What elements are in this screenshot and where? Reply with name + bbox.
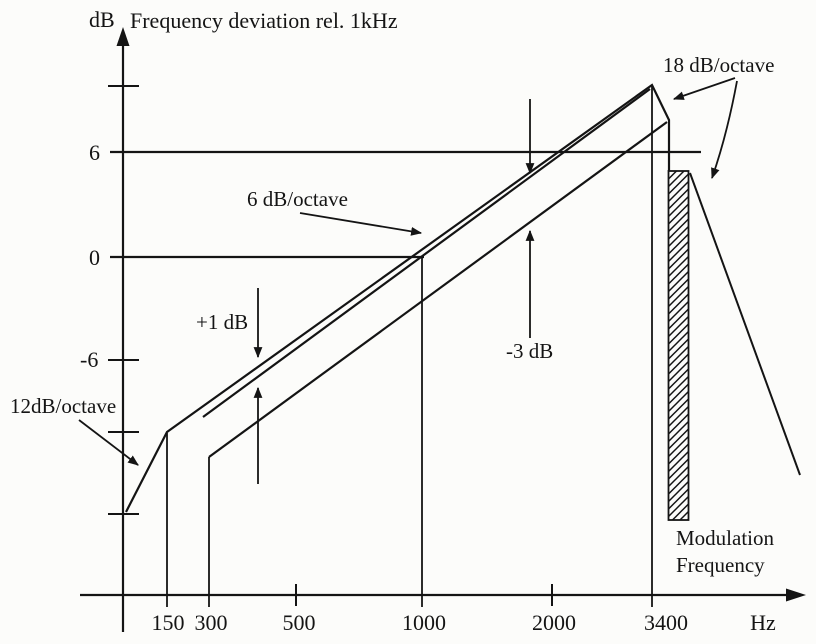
- x-tick-label-3400: 3400: [644, 610, 688, 635]
- octave12-label: 12dB/octave: [10, 394, 117, 418]
- tolerance-minus3-label: -3 dB: [506, 339, 554, 363]
- x-tick-label-500: 500: [282, 610, 316, 635]
- upper-limit-line: [126, 85, 669, 512]
- modulation-frequency-label-line2: Frequency: [676, 553, 765, 577]
- y-axis-unit-label: dB: [89, 7, 115, 32]
- chart-title: Frequency deviation rel. 1kHz: [130, 8, 398, 33]
- y-tick-label-0: 0: [89, 245, 100, 270]
- octave12-arrow-icon: [79, 420, 138, 465]
- octave6-label: 6 dB/octave: [247, 187, 348, 211]
- rolloff-line: [690, 173, 800, 475]
- y-axis: [117, 27, 130, 632]
- y-axis-arrow-icon: [117, 27, 130, 46]
- frequency-verticals: [167, 85, 652, 607]
- modulation-frequency-label-line1: Modulation: [676, 526, 774, 550]
- nominal-line: [203, 89, 650, 417]
- x-axis-unit-label: Hz: [750, 610, 776, 635]
- y-tick-label-6: 6: [89, 140, 100, 165]
- lower-limit-line: [209, 122, 667, 457]
- tolerance-plus1-label: +1 dB: [196, 310, 249, 334]
- octave18-arrow2-icon: [712, 81, 737, 178]
- x-tick-label-300: 300: [194, 610, 228, 635]
- x-tick-label-150: 150: [151, 610, 185, 635]
- mask-curves: [126, 85, 669, 512]
- x-tick-label-1000: 1000: [402, 610, 446, 635]
- band-edge-hatched-bar: [669, 171, 689, 520]
- y-tick-label-minus6: -6: [80, 347, 99, 372]
- x-tick-label-2000: 2000: [532, 610, 576, 635]
- x-axis: [80, 589, 806, 602]
- reference-lines: [110, 152, 701, 257]
- x-axis-arrow-icon: [786, 589, 806, 602]
- octave6-arrow-icon: [300, 213, 421, 233]
- octave18-arrow1-icon: [674, 78, 735, 99]
- octave18-label: 18 dB/octave: [663, 53, 775, 77]
